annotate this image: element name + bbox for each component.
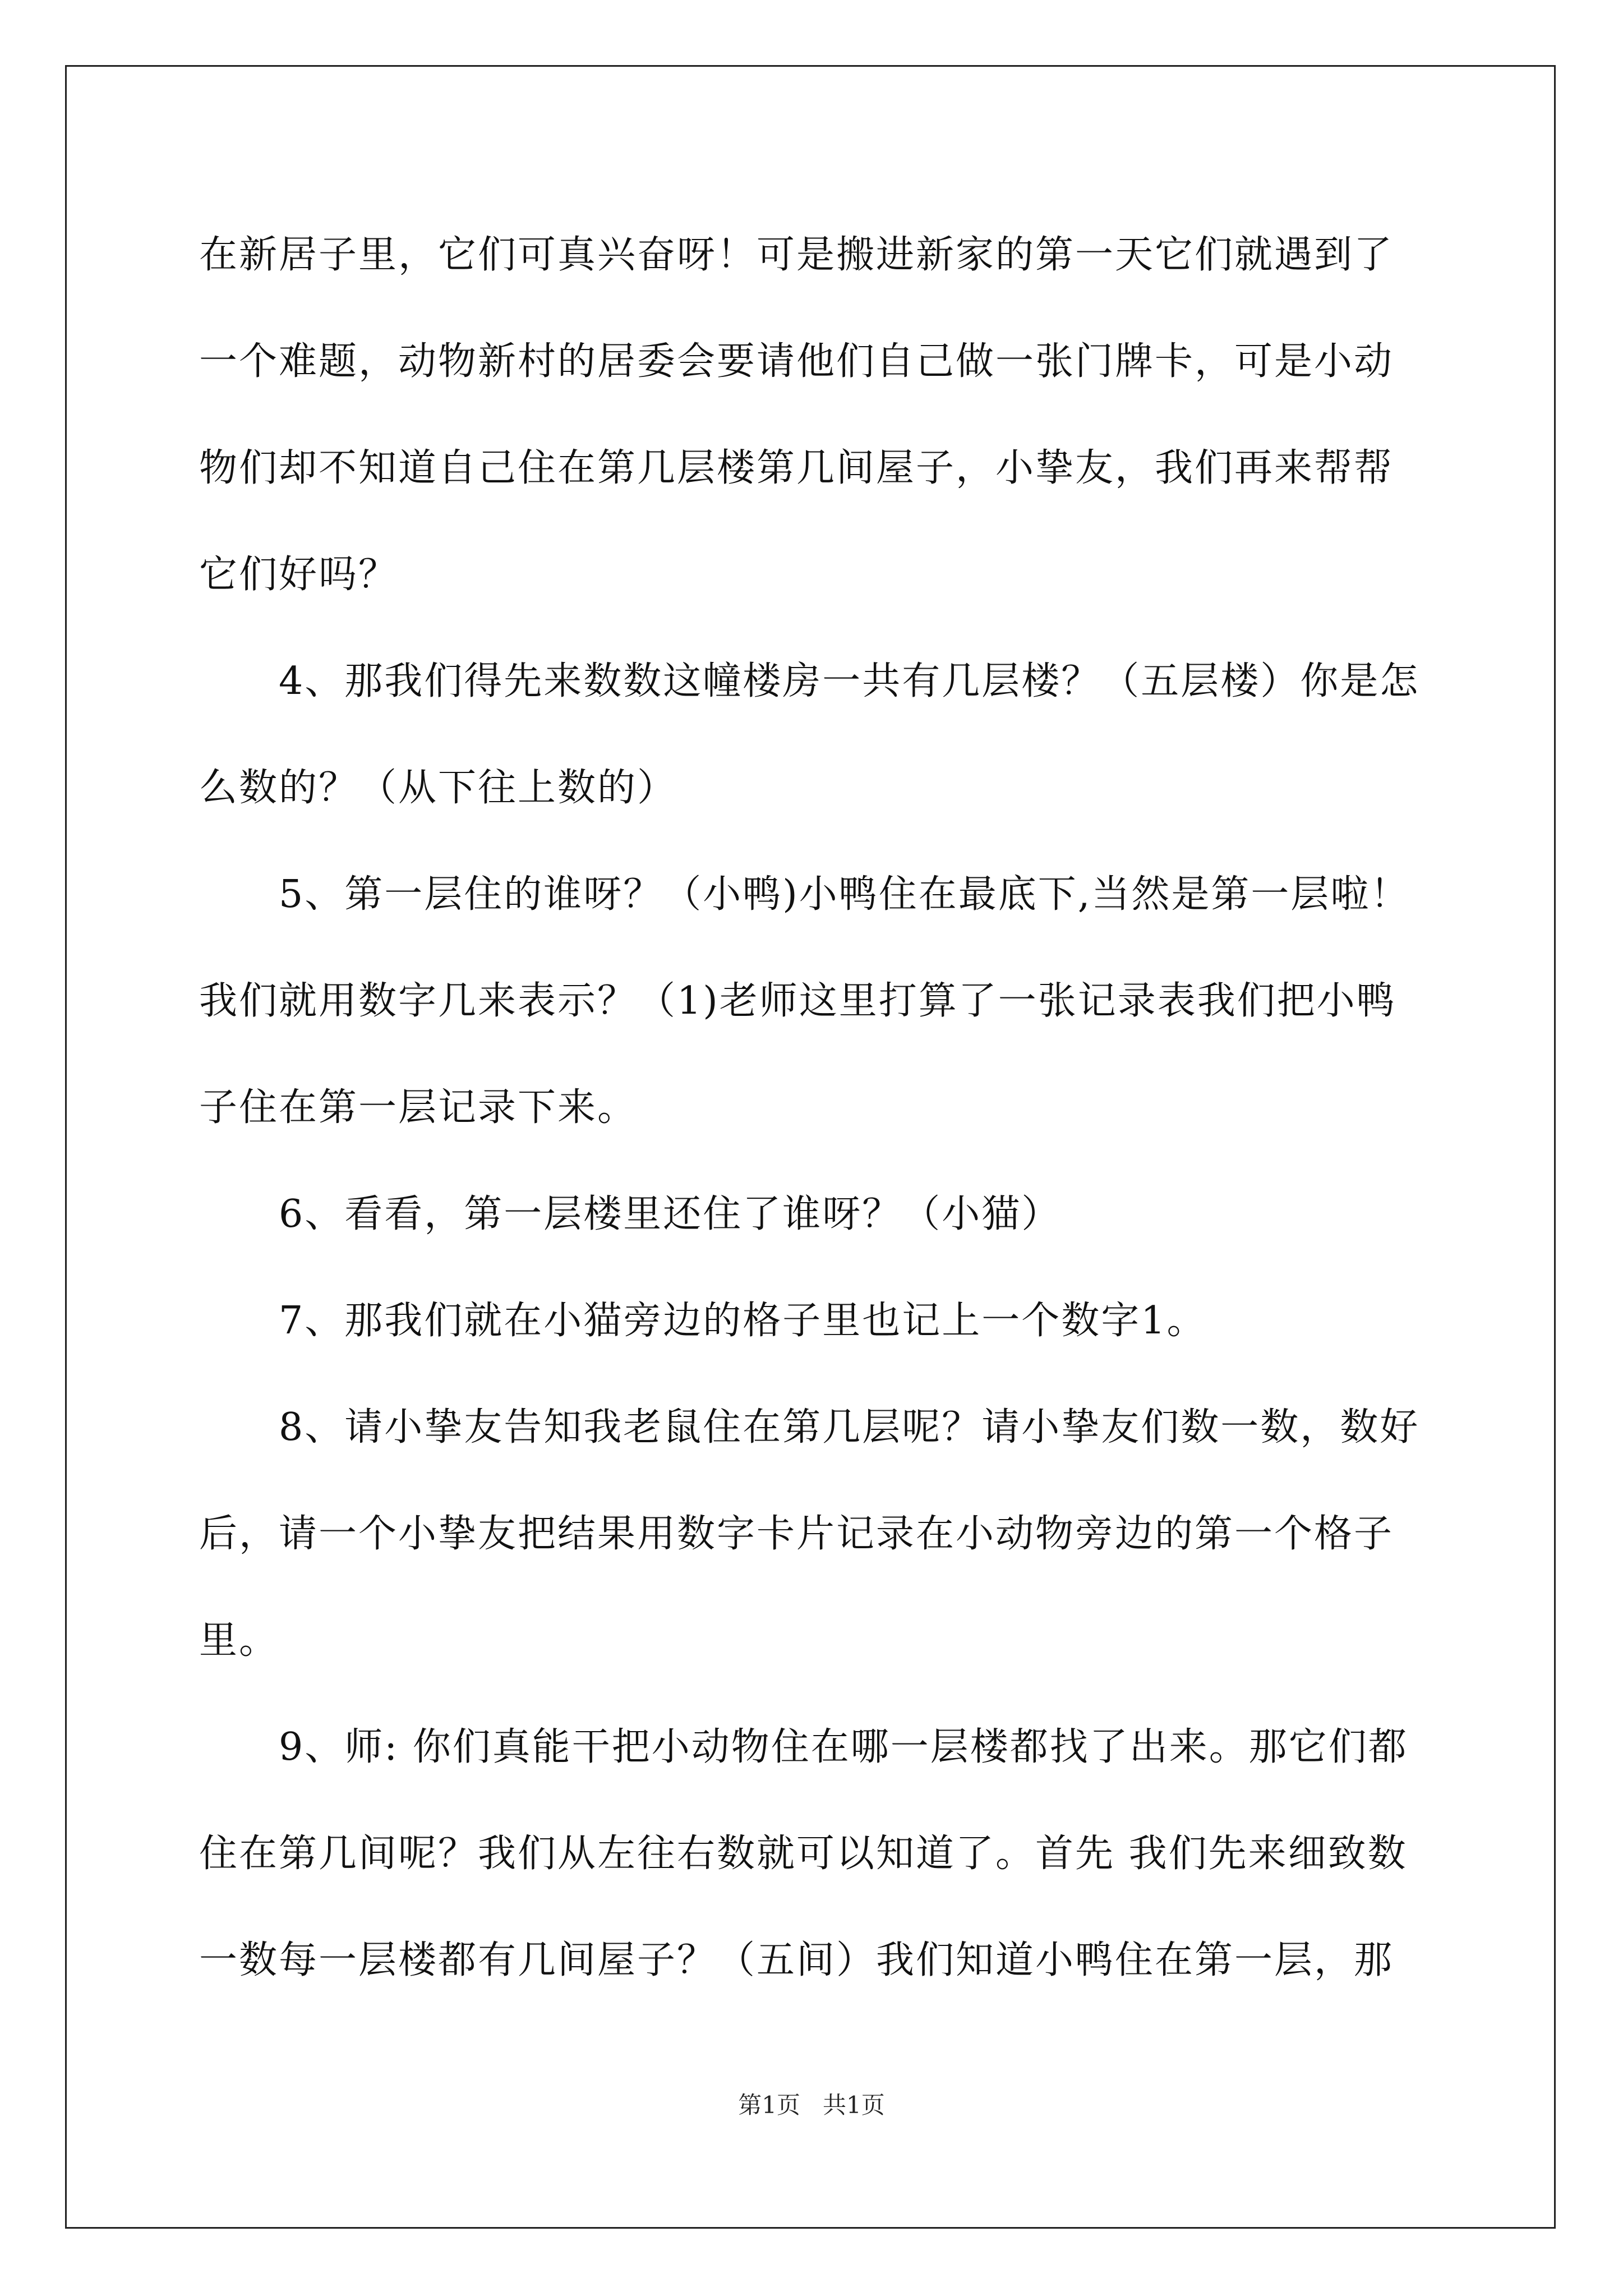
text-line: 么数的？（从下往上数的） bbox=[199, 766, 677, 810]
text-line: 物们却不知道自己住在第几层楼第几间屋子，小挚友，我们再来帮帮 bbox=[199, 446, 1394, 490]
text-line: 7、那我们就在小猫旁边的格子里也记上一个数字1。 bbox=[199, 1299, 1207, 1343]
text-line: 5、第一层住的谁呀？（小鸭)小鸭住在最底下,当然是第一层啦！ bbox=[199, 872, 1410, 917]
text-line: 我们就用数字几来表示？（1)老师这里打算了一张记录表我们把小鸭 bbox=[199, 979, 1396, 1023]
page-number: 第1页 共1页 bbox=[738, 2091, 885, 2119]
text-line: 一个难题，动物新村的居委会要请他们自己做一张门牌卡，可是小动 bbox=[199, 339, 1394, 384]
text-line: 6、看看，第一层楼里还住了谁呀？（小猫） bbox=[199, 1192, 1062, 1236]
text-line: 一数每一层楼都有几间屋子？（五间）我们知道小鸭住在第一层，那 bbox=[199, 1938, 1394, 1982]
text-line: 里。 bbox=[199, 1618, 279, 1663]
text-line: 子住在第一层记录下来。 bbox=[199, 1085, 638, 1130]
text-line: 住在第几间呢？我们从左往右数就可以知道了。首先 我们先来细致数 bbox=[199, 1832, 1408, 1876]
text-line: 它们好吗？ bbox=[199, 553, 399, 597]
text-line: 4、那我们得先来数数这幢楼房一共有几层楼？（五层楼）你是怎 bbox=[199, 659, 1420, 703]
document-body bbox=[199, 202, 1427, 2014]
text-line: 后，请一个小挚友把结果用数字卡片记录在小动物旁边的第一个格子 bbox=[199, 1512, 1394, 1556]
text-line: 9、师: 你们真能干把小动物住在哪一层楼都找了出来。那它们都 bbox=[199, 1725, 1408, 1769]
text-line: 在新居子里，它们可真兴奋呀！可是搬进新家的第一天它们就遇到了 bbox=[199, 233, 1394, 277]
text-line: 8、请小挚友告知我老鼠住在第几层呢？请小挚友们数一数，数好 bbox=[199, 1405, 1420, 1450]
